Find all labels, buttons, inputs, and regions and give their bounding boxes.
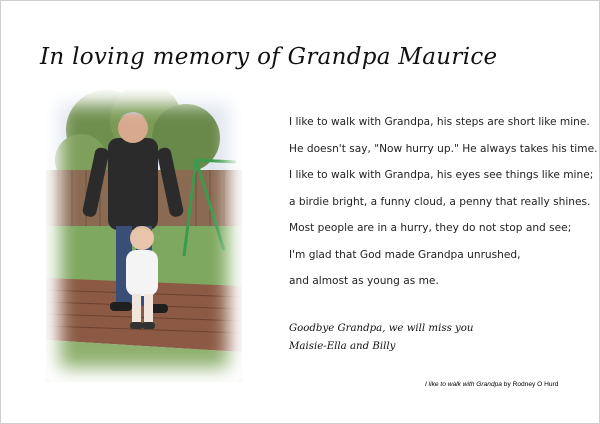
poem-credit [425,381,595,388]
poem-line: Most people are in a hurry, they do not stop and see; [289,222,572,234]
poem-line: and almost as young as me. [289,275,439,287]
poem-line: I like to walk with Grandpa, his eyes see things like mine; [289,169,594,181]
poem-credit-author: by Rodney O Hurd [501,381,559,388]
memorial-title: In loving memory of Grandpa Maurice [40,44,498,70]
poem [289,109,598,295]
farewell-line: Goodbye Grandpa, we will miss you [289,323,474,334]
signature-names: Maisie-Ella and Billy [289,341,396,352]
poem-credit-title: I like to walk with Grandpa [425,381,502,388]
poem-line: I like to walk with Grandpa, his steps are short like mine. [289,116,590,128]
farewell-message [289,320,539,356]
poem-line: I'm glad that God made Grandpa unrushed, [289,248,521,261]
photo-grandpa-and-child [46,90,242,382]
poem-line: a birdie bright, a funny cloud, a penny that really shines. [289,195,591,208]
photo-illustration [46,90,242,382]
poem-line: He doesn't say, "Now hurry up." He always takes his time. [289,142,598,155]
